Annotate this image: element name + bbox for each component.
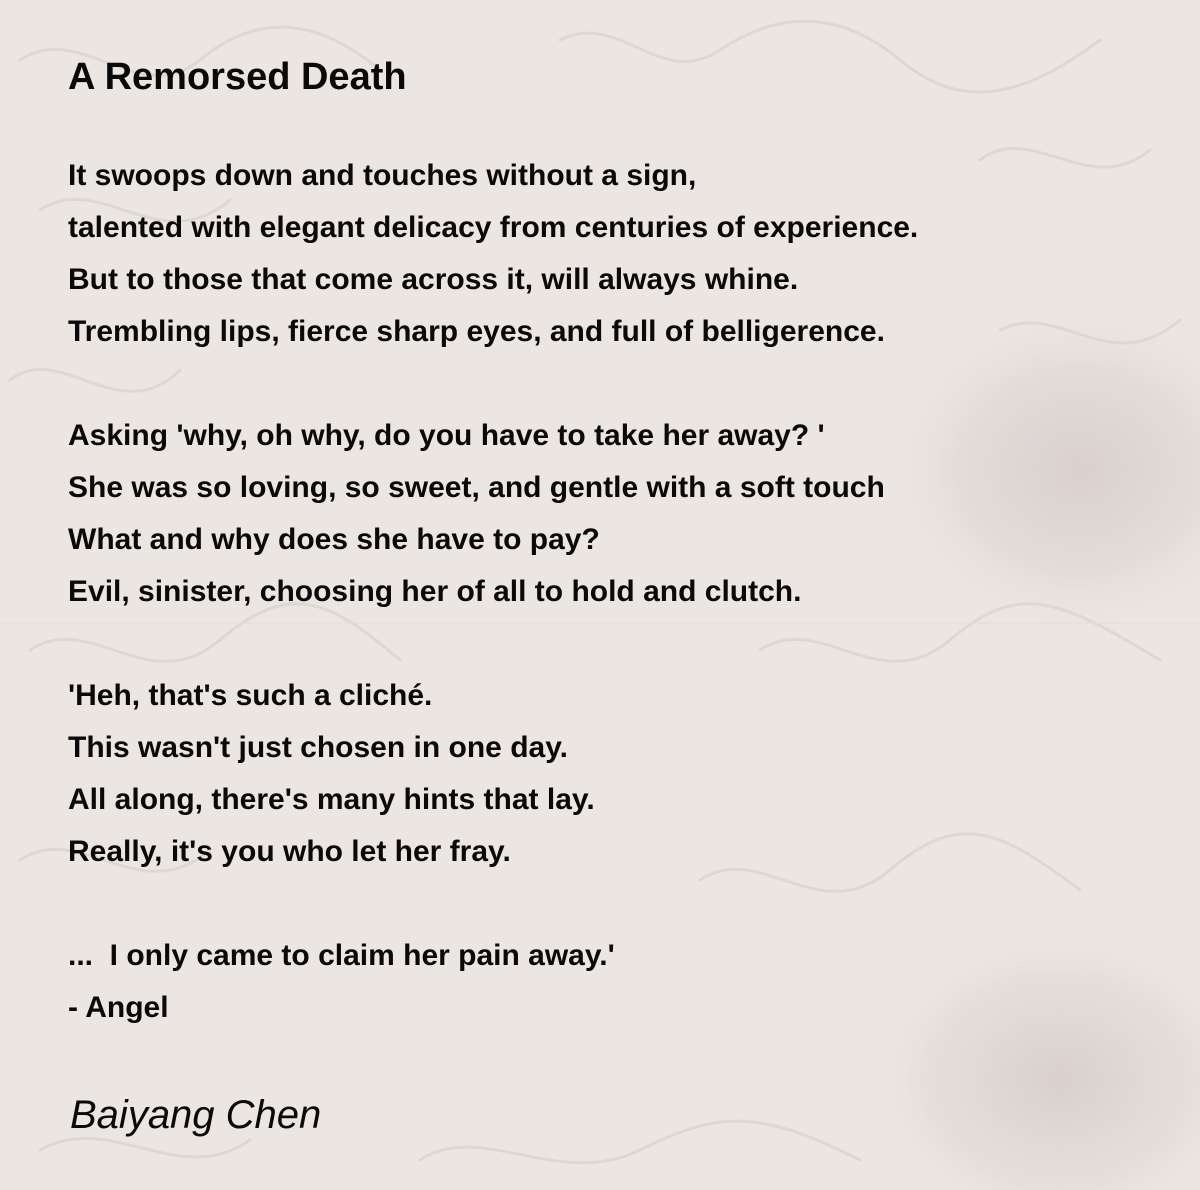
poem-line: What and why does she have to pay?	[68, 523, 600, 556]
poem-author: Baiyang Chen	[70, 1093, 322, 1137]
poem-line: But to those that come across it, will always whine.	[68, 263, 799, 296]
poem-line: talented with elegant delicacy from centuries of experience.	[68, 211, 919, 244]
poem-line: Trembling lips, fierce sharp eyes, and full of belligerence.	[68, 315, 885, 348]
poem-line: Evil, sinister, choosing her of all to hold and clutch.	[68, 575, 802, 608]
poem-line: - Angel	[68, 991, 169, 1024]
poem-line: This wasn't just chosen in one day.	[68, 731, 568, 764]
poem-line: It swoops down and touches without a sign,	[68, 159, 697, 192]
stanza-4	[68, 930, 1168, 1034]
poem-line: All along, there's many hints that lay.	[68, 783, 595, 816]
stanza-3	[68, 670, 1168, 878]
poem-line: Asking 'why, oh why, do you have to take her away? '	[68, 419, 825, 452]
poem-line: Really, it's you who let her fray.	[68, 835, 511, 868]
poem-body	[68, 150, 1168, 1034]
poem-line: 'Heh, that's such a cliché.	[68, 679, 433, 712]
stanza-2	[68, 410, 1168, 618]
stanza-1	[68, 150, 1168, 358]
poem-line: She was so loving, so sweet, and gentle with a soft touch	[68, 471, 885, 504]
poem-line: ... I only came to claim her pain away.'	[68, 939, 615, 972]
poem-title: A Remorsed Death	[68, 56, 407, 98]
